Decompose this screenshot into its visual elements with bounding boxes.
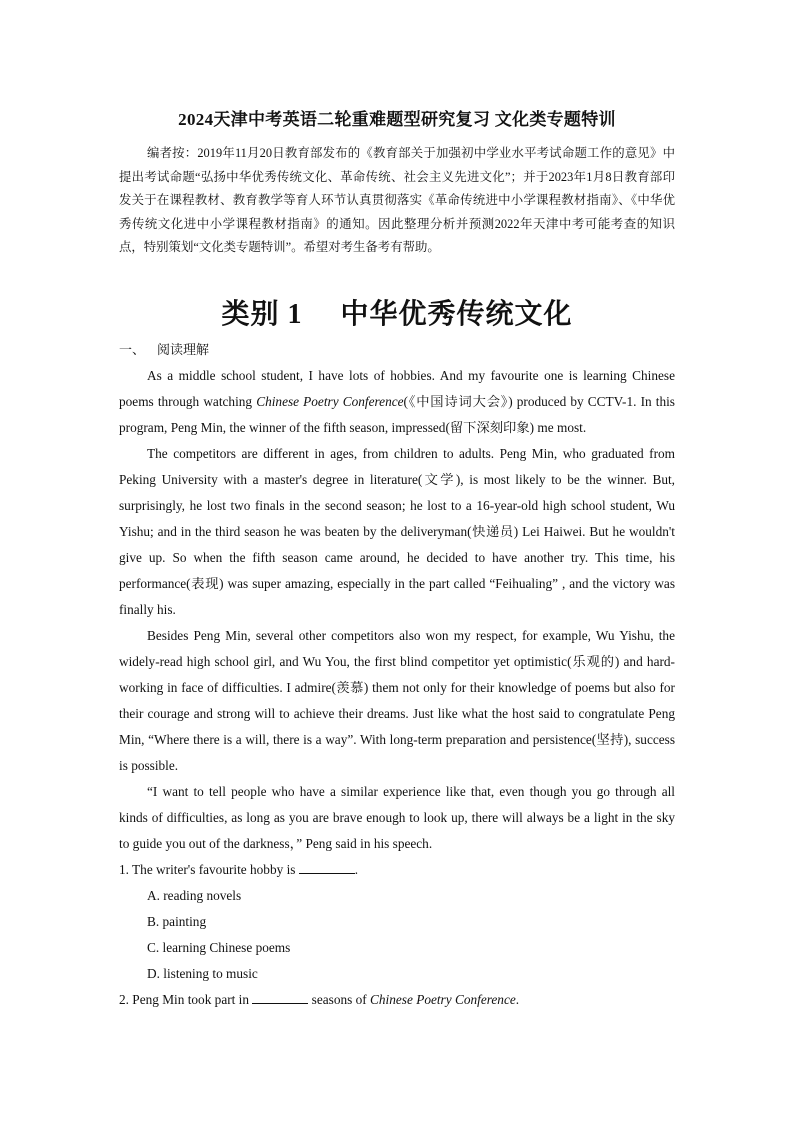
category-label: 类别 1 bbox=[221, 299, 303, 330]
option-d[interactable]: D. listening to music bbox=[147, 966, 258, 981]
question-stem: 2. Peng Min took part in bbox=[119, 992, 253, 1007]
section-name: 阅读理解 bbox=[157, 342, 210, 357]
editor-note: 编者按：2019年11月20日教育部发布的《教育部关于加强初中学业水平考试命题工作的意见》中提出考试命题“弘扬中华优秀传统文化、革命传统、社会主义先进文化”；并于2023年1月8日教育部印发关于在课程教材、教育教学等育人环节认真贯彻落实《革命传统进中小学课程教材指南》、《中华优秀传统文化进中小学课程教材指南》的通知。因此整理分析并预测2022年天津中考可能考查的知识点，特别策划“文化类专题特训”。希望对考生备考有帮助。 bbox=[119, 146, 675, 254]
paragraph-text: (《中国诗词大会》) produced by CCTV-1. In this program, Peng Min, the winner of the fifth season, impressed(留下深刻印象) me most. bbox=[119, 394, 675, 435]
program-title: Chinese Poetry Conference bbox=[370, 992, 516, 1007]
question-end: . bbox=[515, 992, 520, 1007]
passage-paragraph-4: “I want to tell people who have a similar experience like that, even though you go through all kinds of difficulties, as long as you are brave enough to look up, there will always be a light in the sky to guide you out of the darkness，” Peng said in his speech. bbox=[119, 784, 675, 851]
question-stem: 1. The writer's favourite hobby is bbox=[119, 862, 299, 877]
category-name: 中华优秀传统文化 bbox=[340, 299, 573, 330]
question-2 bbox=[119, 987, 675, 1013]
category-heading bbox=[0, 292, 794, 332]
question-mid: seasons of bbox=[308, 992, 371, 1007]
option-b[interactable]: B. painting bbox=[147, 914, 207, 929]
question-end: . bbox=[354, 862, 359, 877]
passage-paragraph-1 bbox=[119, 363, 675, 441]
answer-blank[interactable] bbox=[252, 991, 308, 1004]
passage-paragraph-3: Besides Peng Min, several other competitors also won my respect, for example, Wu Yishu, the widely-read high school girl, and Wu You, the first blind competitor yet optimistic(乐观的) and hard-working in face of difficulties. I admire(羡慕) them not only for their knowledge of poems but also for their courage and strong will to achieve their dreams. Just like what the host said to congratulate Peng Min, “Where there is a will, there is a way”. With long-term preparation and persistence(坚持), success is possible. bbox=[119, 628, 675, 773]
option-c[interactable]: C. learning Chinese poems bbox=[147, 940, 291, 955]
answer-blank[interactable] bbox=[299, 861, 355, 874]
reading-passage bbox=[119, 363, 675, 1013]
question-1 bbox=[119, 857, 675, 883]
paragraph-text: As a middle school student, I have lots of hobbies. And my favourite one is learning Chinese poems through watching bbox=[119, 368, 675, 409]
section-number: 一、 bbox=[119, 342, 146, 357]
document-title: 2024天津中考英语二轮重难题型研究复习 文化类专题特训 bbox=[178, 110, 616, 129]
option-a[interactable]: A. reading novels bbox=[147, 888, 242, 903]
section-heading bbox=[119, 339, 209, 358]
passage-paragraph-2: The competitors are different in ages, from children to adults. Peng Min, who graduated from Peking University with a master's degree in literature(文学), is most likely to be the winner. But, surprisingly, he lost two finals in the second season; he lost to a 16-year-old high school student, Wu Yishu; and in the third season he was beaten by the deliveryman(快递员) Lei Haiwei. But he wouldn't give up. So when the fifth season came around, he decided to have another try. This time, his performance(表现) was super amazing, especially in the part called “Feihualing” , and the victory was finally his. bbox=[119, 446, 675, 617]
program-title: Chinese Poetry Conference bbox=[256, 394, 404, 409]
